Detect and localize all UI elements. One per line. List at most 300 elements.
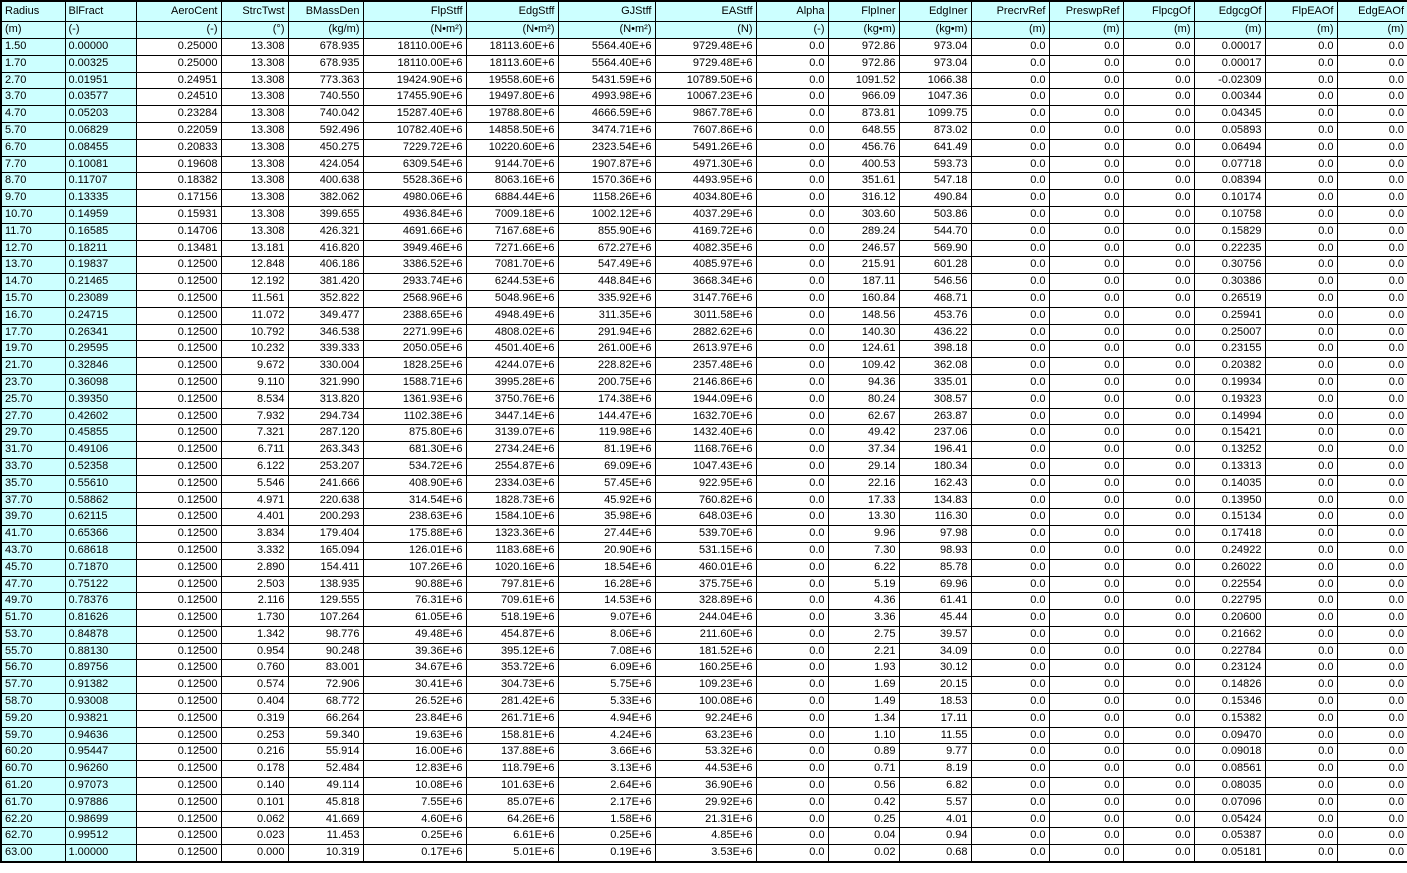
cell-flpstff[interactable]: 1588.71E+6	[363, 374, 466, 391]
cell-flpstff[interactable]: 15287.40E+6	[363, 106, 466, 123]
cell-radius[interactable]: 57.70	[1, 677, 65, 694]
cell-edgstff[interactable]: 1183.68E+6	[466, 542, 558, 559]
cell-eastff[interactable]: 2357.48E+6	[655, 358, 756, 375]
cell-flpstff[interactable]: 126.01E+6	[363, 542, 466, 559]
cell-flpstff[interactable]: 6309.54E+6	[363, 156, 466, 173]
cell-radius[interactable]: 12.70	[1, 240, 65, 257]
cell-edgcgof[interactable]: 0.21662	[1194, 626, 1265, 643]
cell-flpcgof[interactable]: 0.0	[1123, 458, 1194, 475]
cell-flpeaof[interactable]: 0.0	[1265, 643, 1337, 660]
cell-edginer[interactable]: 490.84	[899, 190, 971, 207]
cell-gjstff[interactable]: 20.90E+6	[558, 542, 655, 559]
cell-aerocent[interactable]: 0.12500	[136, 341, 221, 358]
cell-eastff[interactable]: 4085.97E+6	[655, 257, 756, 274]
cell-flpiner[interactable]: 80.24	[828, 391, 899, 408]
cell-edgeaof[interactable]: 0.0	[1337, 391, 1407, 408]
cell-gjstff[interactable]: 14.53E+6	[558, 593, 655, 610]
cell-precrvref[interactable]: 0.0	[971, 274, 1049, 291]
cell-precrvref[interactable]: 0.0	[971, 206, 1049, 223]
cell-flpeaof[interactable]: 0.0	[1265, 190, 1337, 207]
cell-radius[interactable]: 56.70	[1, 660, 65, 677]
cell-radius[interactable]: 43.70	[1, 542, 65, 559]
cell-radius[interactable]: 15.70	[1, 290, 65, 307]
column-unit-flpiner[interactable]: (kg•m)	[828, 22, 899, 39]
cell-edgeaof[interactable]: 0.0	[1337, 425, 1407, 442]
cell-eastff[interactable]: 328.89E+6	[655, 593, 756, 610]
cell-alpha[interactable]: 0.0	[756, 139, 828, 156]
cell-flpstff[interactable]: 26.52E+6	[363, 694, 466, 711]
cell-radius[interactable]: 23.70	[1, 374, 65, 391]
cell-blfract[interactable]: 0.52358	[65, 458, 136, 475]
cell-flpstff[interactable]: 10782.40E+6	[363, 122, 466, 139]
cell-edgstff[interactable]: 6244.53E+6	[466, 274, 558, 291]
cell-flpeaof[interactable]: 0.0	[1265, 156, 1337, 173]
cell-flpeaof[interactable]: 0.0	[1265, 626, 1337, 643]
cell-radius[interactable]: 35.70	[1, 475, 65, 492]
column-unit-edgcgof[interactable]: (m)	[1194, 22, 1265, 39]
cell-edgstff[interactable]: 7081.70E+6	[466, 257, 558, 274]
cell-flpiner[interactable]: 124.61	[828, 341, 899, 358]
cell-precrvref[interactable]: 0.0	[971, 425, 1049, 442]
cell-strctwst[interactable]: 9.110	[221, 374, 288, 391]
cell-flpeaof[interactable]: 0.0	[1265, 458, 1337, 475]
cell-blfract[interactable]: 0.18211	[65, 240, 136, 257]
cell-radius[interactable]: 17.70	[1, 324, 65, 341]
cell-edginer[interactable]: 30.12	[899, 660, 971, 677]
cell-edgeaof[interactable]: 0.0	[1337, 190, 1407, 207]
cell-edgstff[interactable]: 19497.80E+6	[466, 89, 558, 106]
cell-flpcgof[interactable]: 0.0	[1123, 509, 1194, 526]
cell-blfract[interactable]: 0.68618	[65, 542, 136, 559]
cell-aerocent[interactable]: 0.12500	[136, 710, 221, 727]
cell-bmassden[interactable]: 263.343	[288, 442, 363, 459]
cell-flpstff[interactable]: 10.08E+6	[363, 778, 466, 795]
cell-flpcgof[interactable]: 0.0	[1123, 694, 1194, 711]
cell-edgstff[interactable]: 6884.44E+6	[466, 190, 558, 207]
cell-flpstff[interactable]: 7.55E+6	[363, 794, 466, 811]
cell-precrvref[interactable]: 0.0	[971, 526, 1049, 543]
cell-flpstff[interactable]: 1828.25E+6	[363, 358, 466, 375]
column-header-flpstff[interactable]: FlpStff	[363, 1, 466, 22]
cell-eastff[interactable]: 922.95E+6	[655, 475, 756, 492]
cell-preswpref[interactable]: 0.0	[1049, 458, 1123, 475]
cell-bmassden[interactable]: 406.186	[288, 257, 363, 274]
cell-flpiner[interactable]: 246.57	[828, 240, 899, 257]
cell-precrvref[interactable]: 0.0	[971, 626, 1049, 643]
cell-aerocent[interactable]: 0.12500	[136, 442, 221, 459]
cell-preswpref[interactable]: 0.0	[1049, 206, 1123, 223]
cell-radius[interactable]: 39.70	[1, 509, 65, 526]
cell-flpcgof[interactable]: 0.0	[1123, 710, 1194, 727]
cell-preswpref[interactable]: 0.0	[1049, 307, 1123, 324]
cell-strctwst[interactable]: 0.101	[221, 794, 288, 811]
cell-preswpref[interactable]: 0.0	[1049, 55, 1123, 72]
cell-preswpref[interactable]: 0.0	[1049, 139, 1123, 156]
cell-edgstff[interactable]: 8063.16E+6	[466, 173, 558, 190]
cell-blfract[interactable]: 0.97886	[65, 794, 136, 811]
cell-strctwst[interactable]: 13.308	[221, 190, 288, 207]
cell-flpeaof[interactable]: 0.0	[1265, 761, 1337, 778]
cell-edgeaof[interactable]: 0.0	[1337, 828, 1407, 845]
cell-precrvref[interactable]: 0.0	[971, 391, 1049, 408]
cell-aerocent[interactable]: 0.12500	[136, 257, 221, 274]
cell-aerocent[interactable]: 0.12500	[136, 761, 221, 778]
cell-aerocent[interactable]: 0.12500	[136, 492, 221, 509]
cell-edgstff[interactable]: 4808.02E+6	[466, 324, 558, 341]
cell-flpeaof[interactable]: 0.0	[1265, 223, 1337, 240]
cell-edgstff[interactable]: 4244.07E+6	[466, 358, 558, 375]
cell-edgcgof[interactable]: 0.22235	[1194, 240, 1265, 257]
cell-edgeaof[interactable]: 0.0	[1337, 240, 1407, 257]
column-header-strctwst[interactable]: StrcTwst	[221, 1, 288, 22]
cell-alpha[interactable]: 0.0	[756, 324, 828, 341]
cell-strctwst[interactable]: 6.122	[221, 458, 288, 475]
cell-precrvref[interactable]: 0.0	[971, 727, 1049, 744]
cell-edgcgof[interactable]: 0.14035	[1194, 475, 1265, 492]
cell-flpcgof[interactable]: 0.0	[1123, 811, 1194, 828]
cell-strctwst[interactable]: 9.672	[221, 358, 288, 375]
cell-bmassden[interactable]: 382.062	[288, 190, 363, 207]
cell-gjstff[interactable]: 311.35E+6	[558, 307, 655, 324]
cell-gjstff[interactable]: 5.75E+6	[558, 677, 655, 694]
cell-preswpref[interactable]: 0.0	[1049, 274, 1123, 291]
cell-edgstff[interactable]: 85.07E+6	[466, 794, 558, 811]
cell-eastff[interactable]: 9729.48E+6	[655, 39, 756, 56]
cell-strctwst[interactable]: 1.342	[221, 626, 288, 643]
cell-gjstff[interactable]: 9.07E+6	[558, 610, 655, 627]
cell-edginer[interactable]: 34.09	[899, 643, 971, 660]
cell-flpeaof[interactable]: 0.0	[1265, 442, 1337, 459]
cell-precrvref[interactable]: 0.0	[971, 475, 1049, 492]
cell-preswpref[interactable]: 0.0	[1049, 576, 1123, 593]
cell-edgeaof[interactable]: 0.0	[1337, 156, 1407, 173]
cell-alpha[interactable]: 0.0	[756, 341, 828, 358]
cell-edgstff[interactable]: 10220.60E+6	[466, 139, 558, 156]
cell-aerocent[interactable]: 0.25000	[136, 55, 221, 72]
cell-flpcgof[interactable]: 0.0	[1123, 408, 1194, 425]
cell-eastff[interactable]: 53.32E+6	[655, 744, 756, 761]
cell-flpiner[interactable]: 1.69	[828, 677, 899, 694]
cell-flpeaof[interactable]: 0.0	[1265, 274, 1337, 291]
cell-edgeaof[interactable]: 0.0	[1337, 89, 1407, 106]
cell-precrvref[interactable]: 0.0	[971, 223, 1049, 240]
cell-precrvref[interactable]: 0.0	[971, 39, 1049, 56]
cell-flpiner[interactable]: 972.86	[828, 55, 899, 72]
cell-bmassden[interactable]: 416.820	[288, 240, 363, 257]
cell-flpeaof[interactable]: 0.0	[1265, 509, 1337, 526]
cell-aerocent[interactable]: 0.12500	[136, 475, 221, 492]
cell-aerocent[interactable]: 0.12500	[136, 660, 221, 677]
cell-radius[interactable]: 61.20	[1, 778, 65, 795]
cell-precrvref[interactable]: 0.0	[971, 694, 1049, 711]
cell-eastff[interactable]: 5491.26E+6	[655, 139, 756, 156]
cell-flpstff[interactable]: 30.41E+6	[363, 677, 466, 694]
cell-aerocent[interactable]: 0.12500	[136, 559, 221, 576]
cell-alpha[interactable]: 0.0	[756, 610, 828, 627]
cell-eastff[interactable]: 9867.78E+6	[655, 106, 756, 123]
cell-edgeaof[interactable]: 0.0	[1337, 358, 1407, 375]
cell-edgcgof[interactable]: 0.15134	[1194, 509, 1265, 526]
cell-preswpref[interactable]: 0.0	[1049, 509, 1123, 526]
cell-eastff[interactable]: 539.70E+6	[655, 526, 756, 543]
cell-edginer[interactable]: 9.77	[899, 744, 971, 761]
cell-flpeaof[interactable]: 0.0	[1265, 139, 1337, 156]
cell-strctwst[interactable]: 13.308	[221, 206, 288, 223]
cell-radius[interactable]: 60.70	[1, 761, 65, 778]
cell-aerocent[interactable]: 0.12500	[136, 408, 221, 425]
cell-edginer[interactable]: 18.53	[899, 694, 971, 711]
cell-edgstff[interactable]: 304.73E+6	[466, 677, 558, 694]
cell-alpha[interactable]: 0.0	[756, 39, 828, 56]
cell-alpha[interactable]: 0.0	[756, 643, 828, 660]
cell-preswpref[interactable]: 0.0	[1049, 710, 1123, 727]
cell-flpstff[interactable]: 4691.66E+6	[363, 223, 466, 240]
cell-gjstff[interactable]: 174.38E+6	[558, 391, 655, 408]
cell-flpeaof[interactable]: 0.0	[1265, 828, 1337, 845]
cell-precrvref[interactable]: 0.0	[971, 576, 1049, 593]
cell-flpstff[interactable]: 3386.52E+6	[363, 257, 466, 274]
cell-blfract[interactable]: 0.94636	[65, 727, 136, 744]
cell-flpcgof[interactable]: 0.0	[1123, 794, 1194, 811]
cell-flpstff[interactable]: 61.05E+6	[363, 610, 466, 627]
cell-alpha[interactable]: 0.0	[756, 89, 828, 106]
column-unit-flpcgof[interactable]: (m)	[1123, 22, 1194, 39]
cell-edginer[interactable]: 436.22	[899, 324, 971, 341]
cell-flpiner[interactable]: 22.16	[828, 475, 899, 492]
cell-flpstff[interactable]: 2568.96E+6	[363, 290, 466, 307]
cell-preswpref[interactable]: 0.0	[1049, 542, 1123, 559]
cell-alpha[interactable]: 0.0	[756, 761, 828, 778]
column-header-edgstff[interactable]: EdgStff	[466, 1, 558, 22]
cell-eastff[interactable]: 29.92E+6	[655, 794, 756, 811]
cell-strctwst[interactable]: 2.890	[221, 559, 288, 576]
cell-edgstff[interactable]: 9144.70E+6	[466, 156, 558, 173]
cell-radius[interactable]: 13.70	[1, 257, 65, 274]
cell-blfract[interactable]: 0.26341	[65, 324, 136, 341]
cell-flpiner[interactable]: 972.86	[828, 39, 899, 56]
cell-flpiner[interactable]: 37.34	[828, 442, 899, 459]
cell-bmassden[interactable]: 165.094	[288, 542, 363, 559]
cell-edginer[interactable]: 601.28	[899, 257, 971, 274]
cell-eastff[interactable]: 4034.80E+6	[655, 190, 756, 207]
cell-blfract[interactable]: 0.58862	[65, 492, 136, 509]
cell-gjstff[interactable]: 1158.26E+6	[558, 190, 655, 207]
cell-edgcgof[interactable]: 0.13252	[1194, 442, 1265, 459]
cell-strctwst[interactable]: 4.971	[221, 492, 288, 509]
cell-aerocent[interactable]: 0.12500	[136, 458, 221, 475]
cell-edgeaof[interactable]: 0.0	[1337, 526, 1407, 543]
cell-edgcgof[interactable]: 0.20382	[1194, 358, 1265, 375]
cell-edgstff[interactable]: 64.26E+6	[466, 811, 558, 828]
cell-alpha[interactable]: 0.0	[756, 811, 828, 828]
cell-edgcgof[interactable]: 0.08561	[1194, 761, 1265, 778]
cell-bmassden[interactable]: 129.555	[288, 593, 363, 610]
column-header-preswpref[interactable]: PreswpRef	[1049, 1, 1123, 22]
cell-eastff[interactable]: 1944.09E+6	[655, 391, 756, 408]
cell-aerocent[interactable]: 0.12500	[136, 391, 221, 408]
cell-edgstff[interactable]: 7009.18E+6	[466, 206, 558, 223]
cell-blfract[interactable]: 0.96260	[65, 761, 136, 778]
cell-alpha[interactable]: 0.0	[756, 660, 828, 677]
cell-alpha[interactable]: 0.0	[756, 475, 828, 492]
cell-strctwst[interactable]: 13.308	[221, 156, 288, 173]
cell-edgeaof[interactable]: 0.0	[1337, 845, 1407, 862]
cell-bmassden[interactable]: 313.820	[288, 391, 363, 408]
cell-blfract[interactable]: 0.00325	[65, 55, 136, 72]
cell-edgstff[interactable]: 709.61E+6	[466, 593, 558, 610]
cell-precrvref[interactable]: 0.0	[971, 257, 1049, 274]
cell-bmassden[interactable]: 107.264	[288, 610, 363, 627]
cell-edginer[interactable]: 569.90	[899, 240, 971, 257]
cell-aerocent[interactable]: 0.12500	[136, 425, 221, 442]
cell-aerocent[interactable]: 0.12500	[136, 324, 221, 341]
cell-blfract[interactable]: 0.42602	[65, 408, 136, 425]
cell-alpha[interactable]: 0.0	[756, 173, 828, 190]
cell-blfract[interactable]: 0.29595	[65, 341, 136, 358]
cell-bmassden[interactable]: 59.340	[288, 727, 363, 744]
cell-precrvref[interactable]: 0.0	[971, 845, 1049, 862]
cell-flpcgof[interactable]: 0.0	[1123, 274, 1194, 291]
cell-flpstff[interactable]: 19424.90E+6	[363, 72, 466, 89]
cell-aerocent[interactable]: 0.12500	[136, 593, 221, 610]
cell-radius[interactable]: 16.70	[1, 307, 65, 324]
cell-flpcgof[interactable]: 0.0	[1123, 778, 1194, 795]
cell-radius[interactable]: 59.20	[1, 710, 65, 727]
cell-bmassden[interactable]: 426.321	[288, 223, 363, 240]
cell-flpstff[interactable]: 2050.05E+6	[363, 341, 466, 358]
cell-strctwst[interactable]: 13.308	[221, 39, 288, 56]
cell-edgcgof[interactable]: 0.22554	[1194, 576, 1265, 593]
cell-radius[interactable]: 49.70	[1, 593, 65, 610]
cell-strctwst[interactable]: 12.192	[221, 274, 288, 291]
cell-strctwst[interactable]: 0.404	[221, 694, 288, 711]
cell-flpcgof[interactable]: 0.0	[1123, 39, 1194, 56]
cell-flpiner[interactable]: 316.12	[828, 190, 899, 207]
cell-edginer[interactable]: 544.70	[899, 223, 971, 240]
cell-flpeaof[interactable]: 0.0	[1265, 660, 1337, 677]
cell-eastff[interactable]: 92.24E+6	[655, 710, 756, 727]
cell-alpha[interactable]: 0.0	[756, 694, 828, 711]
cell-preswpref[interactable]: 0.0	[1049, 190, 1123, 207]
cell-alpha[interactable]: 0.0	[756, 542, 828, 559]
cell-flpstff[interactable]: 238.63E+6	[363, 509, 466, 526]
cell-eastff[interactable]: 4971.30E+6	[655, 156, 756, 173]
cell-flpstff[interactable]: 408.90E+6	[363, 475, 466, 492]
cell-flpiner[interactable]: 9.96	[828, 526, 899, 543]
cell-edgcgof[interactable]: 0.25941	[1194, 307, 1265, 324]
cell-flpiner[interactable]: 1.49	[828, 694, 899, 711]
cell-edgstff[interactable]: 6.61E+6	[466, 828, 558, 845]
cell-bmassden[interactable]: 11.453	[288, 828, 363, 845]
cell-gjstff[interactable]: 8.06E+6	[558, 626, 655, 643]
cell-flpiner[interactable]: 17.33	[828, 492, 899, 509]
cell-flpstff[interactable]: 175.88E+6	[363, 526, 466, 543]
cell-flpeaof[interactable]: 0.0	[1265, 677, 1337, 694]
cell-edginer[interactable]: 196.41	[899, 442, 971, 459]
cell-preswpref[interactable]: 0.0	[1049, 442, 1123, 459]
column-header-radius[interactable]: Radius	[1, 1, 65, 22]
cell-gjstff[interactable]: 4.24E+6	[558, 727, 655, 744]
cell-flpeaof[interactable]: 0.0	[1265, 240, 1337, 257]
cell-precrvref[interactable]: 0.0	[971, 458, 1049, 475]
cell-alpha[interactable]: 0.0	[756, 778, 828, 795]
cell-blfract[interactable]: 0.84878	[65, 626, 136, 643]
cell-flpstff[interactable]: 19.63E+6	[363, 727, 466, 744]
cell-alpha[interactable]: 0.0	[756, 122, 828, 139]
cell-alpha[interactable]: 0.0	[756, 626, 828, 643]
cell-flpcgof[interactable]: 0.0	[1123, 559, 1194, 576]
cell-gjstff[interactable]: 5431.59E+6	[558, 72, 655, 89]
cell-edgcgof[interactable]: 0.06494	[1194, 139, 1265, 156]
cell-precrvref[interactable]: 0.0	[971, 677, 1049, 694]
cell-edgcgof[interactable]: 0.10758	[1194, 206, 1265, 223]
cell-flpstff[interactable]: 76.31E+6	[363, 593, 466, 610]
cell-edgstff[interactable]: 158.81E+6	[466, 727, 558, 744]
cell-flpcgof[interactable]: 0.0	[1123, 341, 1194, 358]
cell-aerocent[interactable]: 0.12500	[136, 307, 221, 324]
cell-edginer[interactable]: 546.56	[899, 274, 971, 291]
cell-strctwst[interactable]: 4.401	[221, 509, 288, 526]
cell-radius[interactable]: 6.70	[1, 139, 65, 156]
cell-bmassden[interactable]: 678.935	[288, 39, 363, 56]
cell-bmassden[interactable]: 90.248	[288, 643, 363, 660]
cell-radius[interactable]: 63.00	[1, 845, 65, 862]
cell-alpha[interactable]: 0.0	[756, 576, 828, 593]
cell-flpstff[interactable]: 4980.06E+6	[363, 190, 466, 207]
cell-edgstff[interactable]: 101.63E+6	[466, 778, 558, 795]
cell-flpstff[interactable]: 2933.74E+6	[363, 274, 466, 291]
cell-blfract[interactable]: 1.00000	[65, 845, 136, 862]
cell-bmassden[interactable]: 66.264	[288, 710, 363, 727]
cell-flpstff[interactable]: 12.83E+6	[363, 761, 466, 778]
cell-eastff[interactable]: 109.23E+6	[655, 677, 756, 694]
cell-edginer[interactable]: 85.78	[899, 559, 971, 576]
cell-preswpref[interactable]: 0.0	[1049, 391, 1123, 408]
cell-strctwst[interactable]: 6.711	[221, 442, 288, 459]
cell-edgstff[interactable]: 4501.40E+6	[466, 341, 558, 358]
cell-eastff[interactable]: 63.23E+6	[655, 727, 756, 744]
cell-flpeaof[interactable]: 0.0	[1265, 257, 1337, 274]
cell-gjstff[interactable]: 5564.40E+6	[558, 39, 655, 56]
cell-edginer[interactable]: 98.93	[899, 542, 971, 559]
cell-flpstff[interactable]: 34.67E+6	[363, 660, 466, 677]
cell-radius[interactable]: 14.70	[1, 274, 65, 291]
cell-blfract[interactable]: 0.45855	[65, 425, 136, 442]
column-unit-flpeaof[interactable]: (m)	[1265, 22, 1337, 39]
cell-eastff[interactable]: 760.82E+6	[655, 492, 756, 509]
cell-edgstff[interactable]: 261.71E+6	[466, 710, 558, 727]
cell-flpcgof[interactable]: 0.0	[1123, 475, 1194, 492]
cell-flpcgof[interactable]: 0.0	[1123, 492, 1194, 509]
cell-gjstff[interactable]: 261.00E+6	[558, 341, 655, 358]
cell-flpstff[interactable]: 534.72E+6	[363, 458, 466, 475]
cell-precrvref[interactable]: 0.0	[971, 190, 1049, 207]
cell-aerocent[interactable]: 0.12500	[136, 643, 221, 660]
cell-bmassden[interactable]: 179.404	[288, 526, 363, 543]
cell-strctwst[interactable]: 13.308	[221, 122, 288, 139]
cell-edgcgof[interactable]: 0.22795	[1194, 593, 1265, 610]
cell-alpha[interactable]: 0.0	[756, 526, 828, 543]
cell-gjstff[interactable]: 35.98E+6	[558, 509, 655, 526]
cell-blfract[interactable]: 0.65366	[65, 526, 136, 543]
cell-flpstff[interactable]: 90.88E+6	[363, 576, 466, 593]
cell-flpstff[interactable]: 16.00E+6	[363, 744, 466, 761]
cell-edgeaof[interactable]: 0.0	[1337, 542, 1407, 559]
cell-strctwst[interactable]: 0.216	[221, 744, 288, 761]
cell-edgcgof[interactable]: 0.08394	[1194, 173, 1265, 190]
cell-radius[interactable]: 45.70	[1, 559, 65, 576]
cell-bmassden[interactable]: 138.935	[288, 576, 363, 593]
